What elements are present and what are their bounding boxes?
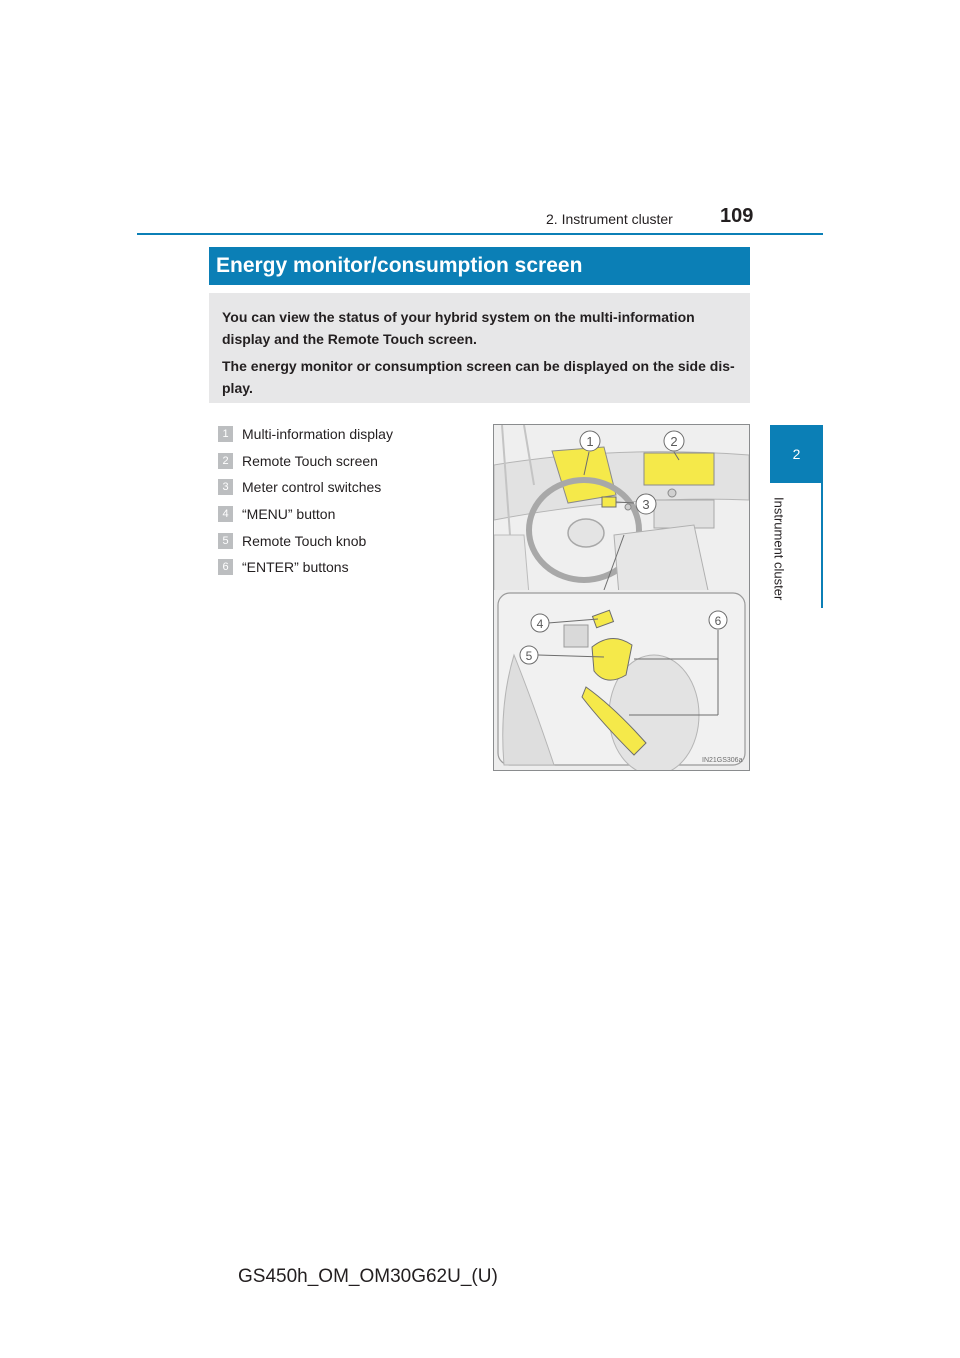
number-badge: 3 — [218, 479, 233, 495]
item-label: Remote Touch knob — [242, 532, 367, 549]
center-console — [614, 525, 709, 595]
running-header-section: 2. Instrument cluster — [546, 211, 673, 227]
intro-box — [209, 293, 750, 403]
center-stack — [654, 500, 714, 528]
page-number: 109 — [720, 205, 754, 227]
callout-3 — [636, 494, 656, 514]
chapter-tab-label: Instrument cluster — [771, 497, 787, 601]
callout-5-label: 5 — [525, 649, 533, 663]
item-label: Meter control switches — [242, 479, 382, 496]
center-knob-icon — [668, 489, 676, 497]
door-panel — [494, 535, 529, 595]
chapter-tab-label-wrap — [769, 490, 789, 608]
callout-2 — [664, 431, 684, 451]
callout-5 — [520, 646, 538, 664]
intro-paragraph-1: You can view the status of your hybrid system on the multi-information display and the Remote Touch screen. — [222, 309, 695, 347]
list-item — [218, 421, 468, 448]
item-label: Multi-information display — [242, 426, 393, 443]
steering-hub — [568, 519, 604, 547]
figure-code: IN21GS306a — [702, 757, 743, 764]
callout-4-label: 4 — [536, 617, 544, 631]
meter-control-switch-highlight — [602, 497, 616, 507]
list-item — [218, 554, 468, 581]
callout-2-label: 2 — [670, 434, 678, 449]
list-item — [218, 474, 468, 501]
center-knob-icon — [625, 504, 631, 510]
item-label: “ENTER” buttons — [242, 559, 349, 576]
number-badge: 4 — [218, 506, 233, 522]
item-label: Remote Touch screen — [242, 452, 378, 469]
header-rule — [137, 233, 823, 235]
list-item — [218, 448, 468, 475]
callout-6-label: 6 — [714, 614, 722, 628]
chapter-tab-rule — [821, 425, 823, 608]
cockpit-illustration — [493, 424, 750, 771]
cockpit-illustration-svg — [494, 425, 749, 770]
number-badge: 5 — [218, 533, 233, 549]
console-switch-block — [564, 625, 588, 647]
number-badge: 1 — [218, 426, 233, 442]
remote-touch-knob-highlight — [592, 638, 632, 680]
item-label: “MENU” button — [242, 506, 336, 523]
chapter-tab-number: 2 — [770, 425, 823, 483]
number-badge: 6 — [218, 559, 233, 575]
section-title: Energy monitor/consumption screen — [209, 247, 750, 285]
remote-touch-screen-highlight — [644, 453, 714, 485]
component-list — [218, 421, 468, 581]
list-item — [218, 527, 468, 554]
callout-1-label: 1 — [586, 434, 594, 449]
callout-6 — [709, 611, 727, 629]
number-badge: 2 — [218, 453, 233, 469]
intro-paragraph-2: The energy monitor or consumption screen can be displayed on the side dis-play. — [222, 358, 735, 396]
callout-1 — [580, 431, 600, 451]
list-item — [218, 501, 468, 528]
callout-4 — [531, 614, 549, 632]
callout-3-label: 3 — [642, 497, 650, 512]
document-footer-id: GS450h_OM_OM30G62U_(U) — [238, 1266, 498, 1287]
